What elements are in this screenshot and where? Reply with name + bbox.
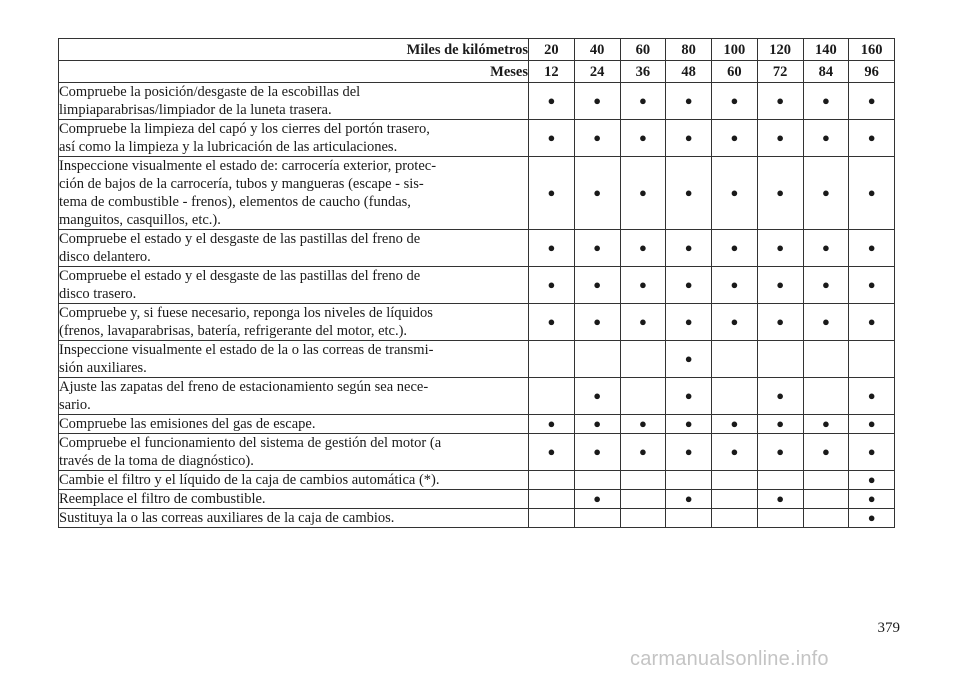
service-dot-icon: ● — [666, 415, 712, 434]
service-dot-icon: ● — [529, 120, 575, 157]
empty-cell — [803, 490, 849, 509]
service-dot-icon: ● — [803, 157, 849, 230]
empty-cell — [620, 509, 666, 528]
service-dot-icon: ● — [574, 378, 620, 415]
service-dot-icon: ● — [712, 230, 758, 267]
service-dot-icon: ● — [529, 267, 575, 304]
month-value: 72 — [757, 61, 803, 83]
service-dot-icon: ● — [803, 230, 849, 267]
service-dot-icon: ● — [529, 415, 575, 434]
task-description-line: tema de combustible - frenos), elementos de caucho (fundas, — [59, 194, 411, 210]
table-row — [59, 471, 895, 490]
empty-cell — [666, 471, 712, 490]
service-dot-icon: ● — [712, 267, 758, 304]
service-dot-icon: ● — [620, 230, 666, 267]
task-description-line: sión auxiliares. — [59, 360, 147, 376]
service-dot-icon: ● — [849, 304, 895, 341]
table-row — [59, 120, 895, 157]
service-dot-icon: ● — [757, 304, 803, 341]
service-dot-icon: ● — [757, 490, 803, 509]
empty-cell — [757, 509, 803, 528]
task-description-line: Compruebe el funcionamiento del sistema de gestión del motor (a — [59, 435, 442, 451]
empty-cell — [666, 509, 712, 528]
page-number: 379 — [877, 620, 900, 636]
task-description-line: disco trasero. — [59, 286, 137, 302]
service-dot-icon: ● — [757, 83, 803, 120]
table-row — [59, 83, 895, 120]
month-value: 24 — [574, 61, 620, 83]
empty-cell — [712, 471, 758, 490]
service-dot-icon: ● — [849, 267, 895, 304]
km-value: 20 — [529, 39, 575, 61]
table-row — [59, 415, 895, 434]
service-dot-icon: ● — [757, 267, 803, 304]
service-dot-icon: ● — [620, 83, 666, 120]
km-value: 40 — [574, 39, 620, 61]
service-dot-icon: ● — [849, 415, 895, 434]
empty-cell — [757, 471, 803, 490]
km-value: 140 — [803, 39, 849, 61]
service-dot-icon: ● — [666, 157, 712, 230]
empty-cell — [712, 341, 758, 378]
table-row — [59, 434, 895, 471]
empty-cell — [803, 471, 849, 490]
table-row — [59, 490, 895, 509]
maintenance-schedule-table — [58, 38, 895, 528]
task-description — [59, 267, 529, 304]
empty-cell — [574, 509, 620, 528]
task-description-line: ción de bajos de la carrocería, tubos y mangueras (escape - sis- — [59, 176, 424, 192]
empty-cell — [803, 341, 849, 378]
task-description — [59, 157, 529, 230]
task-description — [59, 434, 529, 471]
task-description — [59, 509, 529, 528]
service-dot-icon: ● — [803, 415, 849, 434]
service-dot-icon: ● — [574, 434, 620, 471]
table-row — [59, 267, 895, 304]
header-row-km — [59, 39, 895, 61]
service-dot-icon: ● — [620, 415, 666, 434]
service-dot-icon: ● — [803, 120, 849, 157]
service-dot-icon: ● — [529, 157, 575, 230]
task-description-line: (frenos, lavaparabrisas, batería, refrigerante del motor, etc.). — [59, 323, 408, 339]
empty-cell — [529, 341, 575, 378]
km-value: 160 — [849, 39, 895, 61]
service-dot-icon: ● — [803, 83, 849, 120]
task-description-line: Compruebe las emisiones del gas de escape. — [59, 416, 316, 432]
month-value: 12 — [529, 61, 575, 83]
service-dot-icon: ● — [620, 120, 666, 157]
empty-cell — [529, 471, 575, 490]
table-row — [59, 378, 895, 415]
empty-cell — [620, 341, 666, 378]
service-dot-icon: ● — [574, 230, 620, 267]
months-header-label: Meses — [59, 61, 529, 83]
task-description — [59, 304, 529, 341]
service-dot-icon: ● — [712, 434, 758, 471]
month-value: 60 — [712, 61, 758, 83]
empty-cell — [712, 490, 758, 509]
task-description-line: Compruebe la limpieza del capó y los cierres del portón trasero, — [59, 121, 430, 137]
task-description — [59, 415, 529, 434]
service-dot-icon: ● — [666, 83, 712, 120]
service-dot-icon: ● — [666, 120, 712, 157]
service-dot-icon: ● — [849, 490, 895, 509]
service-dot-icon: ● — [757, 434, 803, 471]
service-dot-icon: ● — [574, 490, 620, 509]
service-dot-icon: ● — [574, 120, 620, 157]
empty-cell — [620, 471, 666, 490]
km-value: 60 — [620, 39, 666, 61]
service-dot-icon: ● — [620, 434, 666, 471]
task-description-line: Reemplace el filtro de combustible. — [59, 491, 266, 507]
service-dot-icon: ● — [666, 304, 712, 341]
empty-cell — [529, 490, 575, 509]
service-dot-icon: ● — [712, 415, 758, 434]
table-row — [59, 230, 895, 267]
task-description-line: Compruebe el estado y el desgaste de las pastillas del freno de — [59, 268, 421, 284]
month-value: 96 — [849, 61, 895, 83]
task-description-line: limpiaparabrisas/limpiador de la luneta trasera. — [59, 102, 332, 118]
service-dot-icon: ● — [803, 304, 849, 341]
task-description-line: Compruebe el estado y el desgaste de las pastillas del freno de — [59, 231, 421, 247]
empty-cell — [574, 471, 620, 490]
service-dot-icon: ● — [620, 157, 666, 230]
service-dot-icon: ● — [757, 120, 803, 157]
task-description-line: Compruebe la posición/desgaste de la escobillas del — [59, 84, 361, 100]
service-dot-icon: ● — [620, 304, 666, 341]
service-dot-icon: ● — [757, 415, 803, 434]
task-description — [59, 120, 529, 157]
service-dot-icon: ● — [849, 471, 895, 490]
task-description — [59, 471, 529, 490]
task-description — [59, 378, 529, 415]
service-dot-icon: ● — [529, 230, 575, 267]
km-value: 100 — [712, 39, 758, 61]
table-row — [59, 341, 895, 378]
task-description — [59, 230, 529, 267]
task-description — [59, 490, 529, 509]
service-dot-icon: ● — [803, 267, 849, 304]
task-description-line: sario. — [59, 397, 91, 413]
empty-cell — [574, 341, 620, 378]
service-dot-icon: ● — [666, 378, 712, 415]
month-value: 48 — [666, 61, 712, 83]
service-dot-icon: ● — [757, 230, 803, 267]
empty-cell — [620, 378, 666, 415]
task-description-line: Sustituya la o las correas auxiliares de la caja de cambios. — [59, 510, 395, 526]
service-dot-icon: ● — [574, 267, 620, 304]
task-description-line: través de la toma de diagnóstico). — [59, 453, 254, 469]
km-value: 80 — [666, 39, 712, 61]
service-dot-icon: ● — [666, 267, 712, 304]
service-dot-icon: ● — [620, 267, 666, 304]
service-dot-icon: ● — [849, 230, 895, 267]
service-dot-icon: ● — [529, 304, 575, 341]
task-description-line: manguitos, casquillos, etc.). — [59, 212, 221, 228]
month-value: 84 — [803, 61, 849, 83]
month-value: 36 — [620, 61, 666, 83]
task-description — [59, 83, 529, 120]
empty-cell — [529, 378, 575, 415]
task-description-line: así como la limpieza y la lubricación de las articulaciones. — [59, 139, 398, 155]
service-dot-icon: ● — [712, 157, 758, 230]
task-description — [59, 341, 529, 378]
empty-cell — [803, 509, 849, 528]
service-dot-icon: ● — [757, 157, 803, 230]
table-row — [59, 509, 895, 528]
service-dot-icon: ● — [757, 378, 803, 415]
service-dot-icon: ● — [574, 83, 620, 120]
service-dot-icon: ● — [666, 341, 712, 378]
km-header-label: Miles de kilómetros — [59, 39, 529, 61]
service-dot-icon: ● — [574, 304, 620, 341]
task-description-line: Inspeccione visualmente el estado de la o las correas de transmi- — [59, 342, 434, 358]
schedule-body — [59, 83, 895, 528]
empty-cell — [849, 341, 895, 378]
service-dot-icon: ● — [849, 120, 895, 157]
task-description-line: disco delantero. — [59, 249, 151, 265]
table-row — [59, 304, 895, 341]
task-description-line: Inspeccione visualmente el estado de: carrocería exterior, protec- — [59, 158, 437, 174]
empty-cell — [803, 378, 849, 415]
service-dot-icon: ● — [712, 304, 758, 341]
watermark: carmanualsonline.info — [630, 648, 829, 670]
empty-cell — [757, 341, 803, 378]
service-dot-icon: ● — [712, 120, 758, 157]
empty-cell — [529, 509, 575, 528]
service-dot-icon: ● — [849, 434, 895, 471]
service-dot-icon: ● — [849, 83, 895, 120]
header-row-months — [59, 61, 895, 83]
task-description-line: Compruebe y, si fuese necesario, reponga los niveles de líquidos — [59, 305, 433, 321]
service-dot-icon: ● — [849, 509, 895, 528]
service-dot-icon: ● — [529, 83, 575, 120]
task-description-line: Cambie el filtro y el líquido de la caja de cambios automática (*). — [59, 472, 440, 488]
service-dot-icon: ● — [712, 83, 758, 120]
service-dot-icon: ● — [849, 378, 895, 415]
service-dot-icon: ● — [666, 490, 712, 509]
empty-cell — [712, 378, 758, 415]
service-dot-icon: ● — [529, 434, 575, 471]
service-dot-icon: ● — [666, 230, 712, 267]
service-dot-icon: ● — [666, 434, 712, 471]
service-dot-icon: ● — [803, 434, 849, 471]
service-dot-icon: ● — [849, 157, 895, 230]
service-dot-icon: ● — [574, 157, 620, 230]
task-description-line: Ajuste las zapatas del freno de estacionamiento según sea nece- — [59, 379, 429, 395]
km-value: 120 — [757, 39, 803, 61]
empty-cell — [620, 490, 666, 509]
table-row — [59, 157, 895, 230]
empty-cell — [712, 509, 758, 528]
service-dot-icon: ● — [574, 415, 620, 434]
